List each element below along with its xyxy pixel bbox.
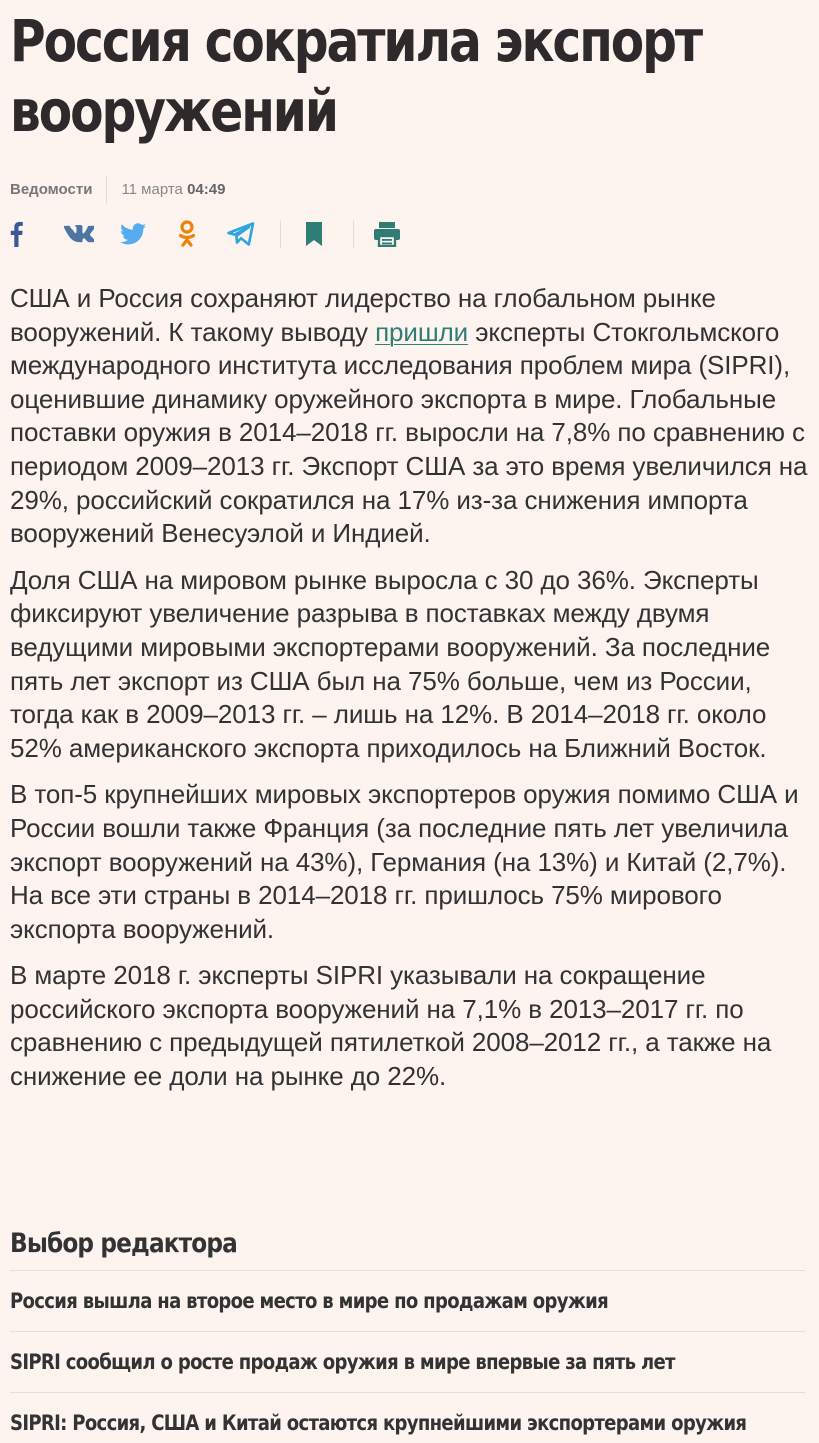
paragraph-text: США и Россия сохраняют лидерство на глобальном рынке вооружений. К такому выводу	[10, 283, 716, 347]
editors-choice-item[interactable]	[10, 1271, 805, 1332]
editors-choice-item-title[interactable]: Россия вышла на второе место в мире по продажам оружия	[10, 1289, 608, 1313]
article-paragraph: В марте 2018 г. эксперты SIPRI указывали на сокращение российского экспорта вооружений на 7,1% в 2013–2017 гг. по сравнению с предыдущей пятилеткой 2008–2012 гг., а также на снижение ее доли на рынке до 22%.	[10, 960, 772, 1092]
telegram-icon[interactable]	[226, 219, 256, 249]
vk-icon[interactable]	[64, 219, 94, 249]
editors-choice-item[interactable]	[10, 1332, 805, 1393]
article-paragraph	[10, 282, 809, 551]
publish-day: 11 марта	[121, 181, 183, 198]
article-paragraph: В топ-5 крупнейших мировых экспортеров оружия помимо США и России вошли также Франция (за последние пять лет увеличила экспорт вооружений на 43%), Германия (на 13%) и Китай (2,7%). На все эти страны в 2014–2018 гг. пришлось 75% мирового экспорта вооружений.	[10, 779, 799, 944]
share-bar	[10, 212, 809, 256]
bookmark-icon[interactable]	[299, 219, 329, 249]
facebook-icon[interactable]	[10, 219, 24, 249]
print-icon[interactable]	[372, 219, 402, 249]
share-divider	[280, 220, 281, 248]
twitter-icon[interactable]	[118, 219, 148, 249]
editors-choice-item-title[interactable]: SIPRI сообщил о росте продаж оружия в мире впервые за пять лет	[10, 1350, 675, 1374]
editors-choice-heading: Выбор редактора	[10, 1228, 237, 1259]
share-divider	[353, 220, 354, 248]
editors-choice-item-title[interactable]: SIPRI: Россия, США и Китай остаются крупнейшими экспортерами оружия	[10, 1411, 747, 1435]
page-title: Россия сократила экспорт вооружений	[10, 7, 702, 145]
publish-time: 04:49	[187, 181, 226, 198]
editors-choice	[10, 1222, 805, 1443]
editors-choice-item[interactable]	[10, 1393, 805, 1443]
byline	[10, 172, 809, 208]
article-link[interactable]: пришли	[375, 316, 469, 347]
article-body	[10, 282, 809, 1094]
source-name[interactable]: Ведомости	[10, 176, 107, 204]
article-paragraph: Доля США на мировом рынке выросла с 30 до 36%. Эксперты фиксируют увеличение разрыва в поставках между двумя ведущими мировыми экспортерами вооружений. За последние пять лет экспорт из США был на 75% больше, чем из России, тогда как в 2009–2013 гг. – лишь на 12%. В 2014–2018 гг. около 52% американского экспорта приходилось на Ближний Восток.	[10, 564, 771, 763]
odnoklassniki-icon[interactable]	[172, 219, 202, 249]
paragraph-text: эксперты Стокгольмского международного института исследования проблем мира (SIPRI), оценившие динамику оружейного экспорта в мире. Глобальные поставки оружия в 2014–2018 гг. выросли на 7,8% по сравнению с периодом 2009–2013 гг. Экспорт США за это время увеличился на 29%, российский сократился на 17% из-за снижения импорта вооружений Венесуэлой и Индией.	[10, 316, 808, 549]
publish-date	[107, 176, 225, 204]
